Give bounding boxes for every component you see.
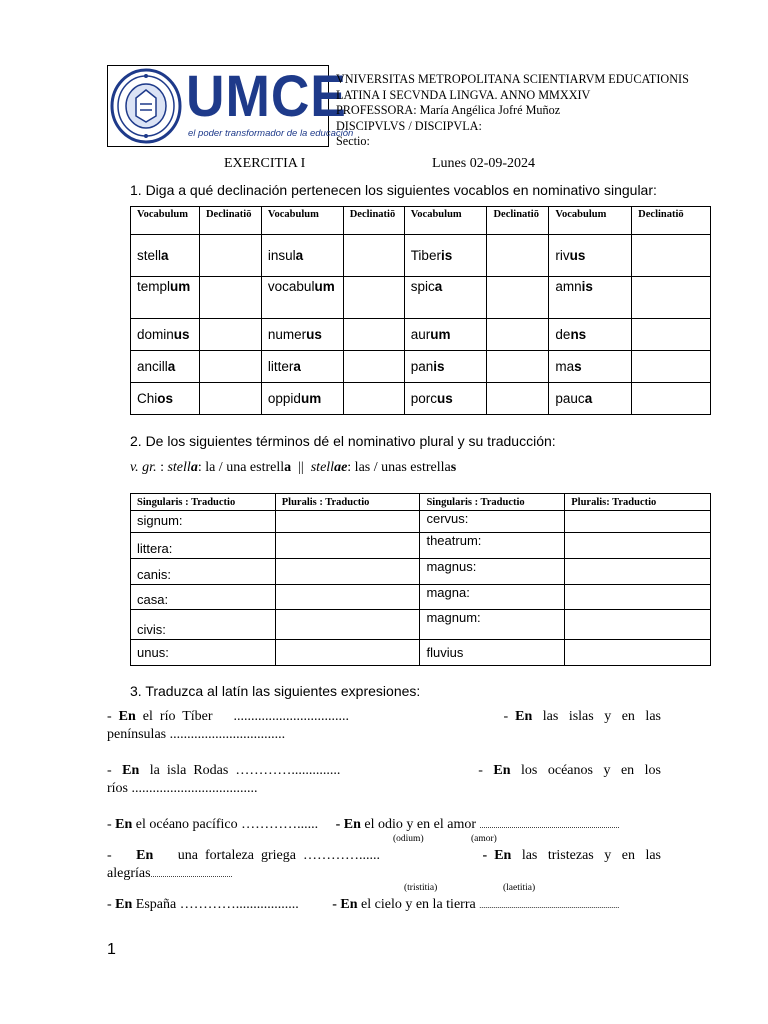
section-line: Sectio:: [336, 134, 370, 149]
col-header: Singularis : Traductio: [131, 494, 276, 511]
logo-wordmark: UMCE: [186, 64, 347, 129]
singularis-cell: civis:: [131, 610, 276, 640]
col-header: Vocabulum: [549, 207, 632, 235]
page-title: EXERCITIA I: [224, 156, 306, 171]
hint-laetitia: (laetitia): [503, 883, 536, 893]
question-1: 1. Diga a qué declinación pertenecen los siguientes vocablos en nominativo singular:: [130, 182, 657, 198]
singularis-cell: littera:: [131, 533, 276, 559]
hint-amor: (amor): [471, 834, 497, 844]
university-seal-icon: [110, 68, 182, 144]
answer-cell[interactable]: [343, 383, 404, 415]
vocabulum-cell: rivus: [549, 235, 632, 277]
umce-logo: [107, 64, 354, 147]
expression-row-1: [107, 709, 661, 725]
answer-cell[interactable]: [487, 277, 549, 319]
col-header: Vocabulum: [261, 207, 343, 235]
singularis-cell: fluvius: [420, 640, 565, 666]
answer-cell[interactable]: [199, 235, 261, 277]
col-header: Declinatiō: [487, 207, 549, 235]
answer-cell[interactable]: [565, 610, 711, 640]
answer-cell[interactable]: [565, 640, 711, 666]
course-line: LATINA I SECVNDA LINGVA. ANNO MMXXIV: [336, 87, 591, 102]
answer-cell[interactable]: [275, 640, 420, 666]
vocabulum-cell: porcus: [404, 383, 487, 415]
table-row: [131, 559, 711, 585]
vocabulum-cell: numerus: [261, 319, 343, 351]
singularis-cell: signum:: [131, 511, 276, 533]
logo-tagline: el poder transformador de la educación: [188, 128, 354, 139]
expression-1a: - En el río Tíber .................................: [107, 709, 350, 724]
answer-cell[interactable]: [487, 319, 549, 351]
answer-cell[interactable]: [343, 351, 404, 383]
plural-table: [130, 493, 711, 666]
table-row: [131, 351, 711, 383]
expression-5b: - En el cielo y en la tierra ......................................................................: [332, 897, 620, 912]
col-header: Declinatiō: [343, 207, 404, 235]
table-row: [131, 319, 711, 351]
expression-row-5: [107, 897, 661, 913]
expression-4-continuation: alegrías.........................................: [107, 866, 233, 881]
question-2: 2. De los siguientes términos dé el nominativo plural y su traducción:: [130, 433, 556, 449]
vocabulum-cell: dominus: [131, 319, 200, 351]
singularis-cell: magna:: [420, 585, 565, 610]
col-header: Vocabulum: [404, 207, 487, 235]
vocabulum-cell: spica: [404, 277, 487, 319]
answer-cell[interactable]: [632, 277, 711, 319]
expression-row-3: [107, 817, 661, 833]
vocabulum-cell: Tiberis: [404, 235, 487, 277]
hint-odium: (odium): [393, 834, 424, 844]
page-number: 1: [107, 941, 116, 958]
table-row: [131, 235, 711, 277]
answer-cell[interactable]: [275, 511, 420, 533]
expression-row-2: [107, 763, 661, 779]
answer-cell[interactable]: [632, 383, 711, 415]
vocabulum-cell: templum: [131, 277, 200, 319]
expression-1-continuation: penínsulas .................................: [107, 727, 286, 742]
vocabulum-cell: ancilla: [131, 351, 200, 383]
expression-2b: - En los océanos y en los: [478, 763, 661, 778]
expression-2a: - En la isla Rodas …………..............: [107, 763, 341, 778]
answer-cell[interactable]: [487, 235, 549, 277]
vocabulum-cell: vocabulum: [261, 277, 343, 319]
expression-2-continuation: ríos ....................................: [107, 781, 258, 796]
col-header: Declinatiō: [632, 207, 711, 235]
col-header: Pluralis: Traductio: [565, 494, 711, 511]
table-row: [131, 383, 711, 415]
expression-3a: - En el océano pacífico …………......: [107, 817, 319, 832]
vocabulum-cell: dens: [549, 319, 632, 351]
singularis-cell: theatrum:: [420, 533, 565, 559]
answer-cell[interactable]: [275, 610, 420, 640]
col-header: Declinatiō: [199, 207, 261, 235]
answer-cell[interactable]: [565, 511, 711, 533]
vocabulum-cell: aurum: [404, 319, 487, 351]
answer-cell[interactable]: [565, 585, 711, 610]
answer-cell[interactable]: [199, 351, 261, 383]
vocabulum-cell: oppidum: [261, 383, 343, 415]
expression-4b: - En las tristezas y en las: [482, 848, 661, 863]
singularis-cell: casa:: [131, 585, 276, 610]
col-header: Vocabulum: [131, 207, 200, 235]
expression-4a: - En una fortaleza griega …………......: [107, 848, 380, 863]
answer-cell[interactable]: [343, 319, 404, 351]
vocabulum-cell: littera: [261, 351, 343, 383]
answer-cell[interactable]: [343, 277, 404, 319]
answer-cell[interactable]: [343, 235, 404, 277]
vocabulum-cell: panis: [404, 351, 487, 383]
expression-row-4: [107, 848, 661, 864]
singularis-cell: unus:: [131, 640, 276, 666]
vocabulum-cell: mas: [549, 351, 632, 383]
answer-cell[interactable]: [565, 533, 711, 559]
vocabulum-cell: stella: [131, 235, 200, 277]
table-row: [131, 511, 711, 533]
answer-cell[interactable]: [275, 559, 420, 585]
date: Lunes 02-09-2024: [432, 156, 536, 171]
answer-cell[interactable]: [275, 585, 420, 610]
col-header: Singularis : Traductio: [420, 494, 565, 511]
answer-cell[interactable]: [199, 383, 261, 415]
answer-cell[interactable]: [565, 559, 711, 585]
table-row: [131, 533, 711, 559]
vocabulum-cell: insula: [261, 235, 343, 277]
singularis-cell: canis:: [131, 559, 276, 585]
university-name: VNIVERSITAS METROPOLITANA SCIENTIARVM EDUCATIONIS: [336, 72, 689, 86]
header-info: [336, 72, 689, 150]
singularis-cell: magnum:: [420, 610, 565, 640]
vocabulum-cell: amnis: [549, 277, 632, 319]
table-row: [131, 585, 711, 610]
expression-3b: - En el odio y en el amor ......................................................................: [335, 817, 620, 832]
vocabulum-cell: pauca: [549, 383, 632, 415]
answer-cell[interactable]: [487, 383, 549, 415]
singularis-cell: cervus:: [420, 511, 565, 533]
professor-line: PROFESSORA: María Angélica Jofré Muñoz: [336, 103, 561, 118]
singularis-cell: magnus:: [420, 559, 565, 585]
table-row: [131, 610, 711, 640]
table-row: [131, 640, 711, 666]
answer-cell[interactable]: [199, 277, 261, 319]
col-header: Pluralis : Traductio: [275, 494, 420, 511]
hint-tristitia: (tristitia): [404, 883, 438, 893]
vocabulum-cell: Chios: [131, 383, 200, 415]
student-line: DISCIPVLVS / DISCIPVLA:: [336, 118, 482, 133]
question-3: 3. Traduzca al latín las siguientes expresiones:: [130, 683, 421, 699]
expression-5a: - En España …………..................: [107, 897, 299, 912]
table-row: [131, 277, 711, 319]
answer-cell[interactable]: [632, 235, 711, 277]
declension-table: [130, 206, 711, 415]
example-line: v. gr. : stella: la / una estrella || stellae: las / unas estrellas: [130, 460, 457, 475]
answer-cell[interactable]: [632, 351, 711, 383]
answer-cell[interactable]: [199, 319, 261, 351]
answer-cell[interactable]: [275, 533, 420, 559]
answer-cell[interactable]: [487, 351, 549, 383]
expression-1b: - En las islas y en las: [503, 709, 661, 724]
answer-cell[interactable]: [632, 319, 711, 351]
